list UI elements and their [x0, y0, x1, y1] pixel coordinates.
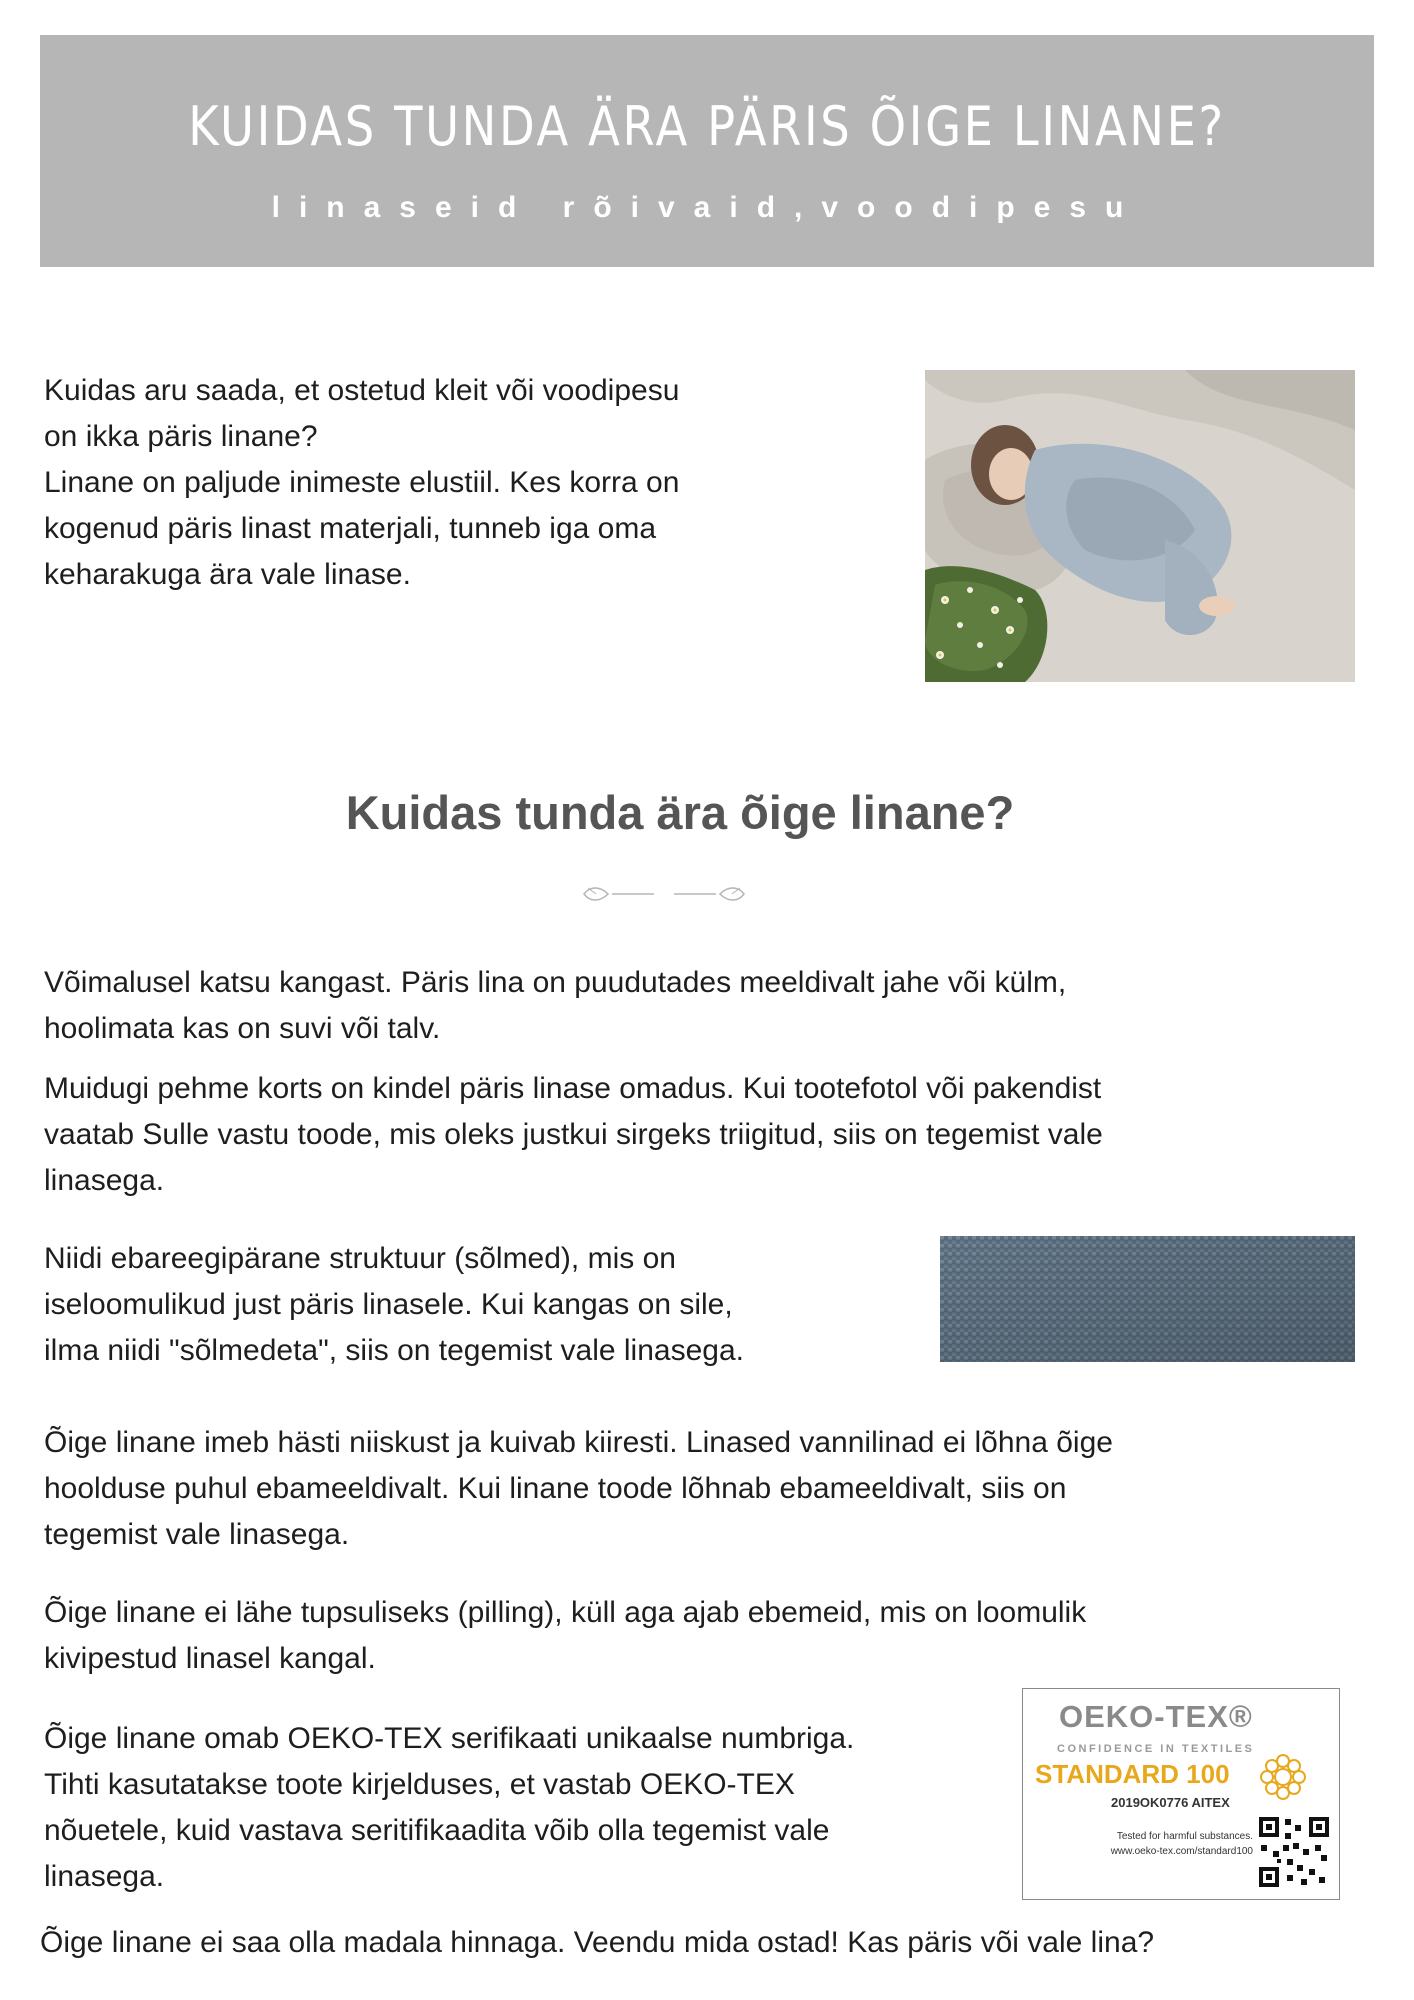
oeko-note: [1077, 1829, 1253, 1859]
page-title: KUIDAS TUNDA ÄRA PÄRIS ÕIGE LINANE?: [188, 95, 1226, 158]
oeko-title: OEKO-TEX®: [1059, 1699, 1253, 1734]
section-heading: Kuidas tunda ära õige linane?: [345, 786, 1015, 839]
woman-sleeping-photo: [925, 370, 1355, 682]
oeko-standard: STANDARD 100: [1035, 1759, 1230, 1789]
qr-code-icon: [1257, 1815, 1331, 1889]
header-banner: [40, 35, 1374, 267]
linen-fabric-photo: [940, 1236, 1355, 1362]
intro-paragraph: Kuidas aru saada, et ostetud kleit või voodipesu on ikka päris linane? Linane on paljude inimeste elustiil. Kes korra on kogenud päris linast materjali, tunneb iga oma keharakuga ära vale linase.: [44, 374, 680, 591]
oeko-flower-icon: [1255, 1749, 1311, 1805]
paragraph-wrinkle: Muidugi pehme korts on kindel päris linase omadus. Kui tootefotol või pakendist vaatab Sulle vastu toode, mis oleks justkui sirgeks triigitud, siis on tegemist vale linasega.: [44, 1072, 1103, 1197]
oeko-tagline: CONFIDENCE IN TEXTILES: [1057, 1743, 1255, 1755]
page-subtitle: linaseid rõivaid,voodipesu: [271, 191, 1143, 224]
paragraph-oeko: Õige linane omab OEKO-TEX serifikaati unikaalse numbriga. Tihti kasutatakse toote kirjelduses, et vastab OEKO-TEX nõuetele, kuid vastava seritifikaadita võib olla tegemist vale linasega.: [44, 1722, 855, 1893]
paragraph-moisture: Õige linane imeb hästi niiskust ja kuivab kiiresti. Linased vannilinad ei lõhna õige hoolduse puhul ebameeldivalt. Kui linane toode lõhnab ebameeldivalt, siis on tegemist vale linasega.: [44, 1426, 1113, 1551]
leaf-divider-icon: [578, 876, 750, 912]
oeko-certificate-number: 2019OK0776 AITEX: [1111, 1795, 1230, 1810]
oeko-tex-certificate-badge: [1022, 1688, 1340, 1900]
oeko-note-line1: Tested for harmful substances.: [1116, 1831, 1253, 1842]
paragraph-touch: Võimalusel katsu kangast. Päris lina on puudutades meeldivalt jahe või külm, hoolimata kas on suvi või talv.: [44, 966, 1067, 1045]
paragraph-price: Õige linane ei saa olla madala hinnaga. Veendu mida ostad! Kas päris või vale lina?: [40, 1926, 1155, 1959]
oeko-note-line2: www.oeko-tex.com/standard100: [1110, 1846, 1253, 1857]
paragraph-structure: Niidi ebareegipärane struktuur (sõlmed), mis on iseloomulikud just päris linasele. Kui kangas on sile, ilma niidi "sõlmedeta", siis on tegemist vale linasega.: [44, 1242, 744, 1367]
paragraph-pilling: Õige linane ei lähe tupsuliseks (pilling), küll aga ajab ebemeid, mis on loomulik kivipestud linasel kangal.: [44, 1596, 1087, 1675]
